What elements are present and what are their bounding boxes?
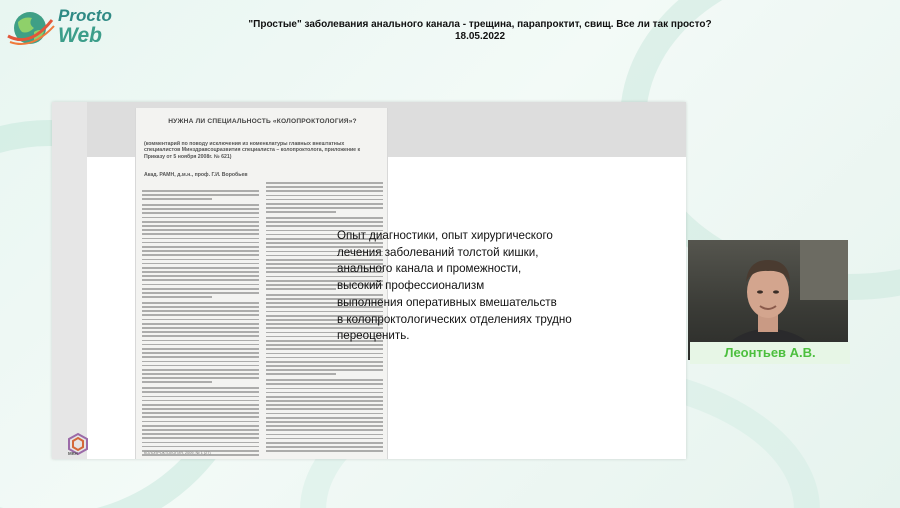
- slide-text-line: лечения заболеваний толстой кишки,: [337, 245, 539, 259]
- webinar-date: 18.05.2022: [454, 31, 506, 42]
- article-footer: КОЛОПРОКТОЛОГИЯ, 2009, № 1 (27): [144, 451, 211, 455]
- proctoweb-logo: [6, 4, 112, 50]
- webinar-header: [180, 19, 780, 43]
- article-column-left: [142, 190, 259, 442]
- speaker-name: Леонтьев А.В.: [724, 345, 816, 360]
- globe-icon: [6, 6, 56, 48]
- article-subtitle: (комментарий по поводу исключения из номенклатуры главных внештатных специалистов Минздравсоцразвития специалиста – колопроктолога, приложение к Приказу от 5 ноября 2008г. № 621): [144, 141, 361, 160]
- slide-body-text: [337, 228, 637, 345]
- slide-text-line: высокий профессионализм: [337, 279, 485, 293]
- brand-name-line2: Web: [58, 24, 102, 47]
- slide-text-line: выполнения оперативных вмешательств: [337, 295, 557, 309]
- webinar-title: "Простые" заболевания анального канала - трещина, парапроктит, свищ. Все ли так просто?: [248, 19, 712, 30]
- slide-text-line: Опыт диагностики, опыт хирургического: [337, 229, 553, 242]
- slide-side-strip: [52, 102, 87, 459]
- brand-name-line1: Procto: [58, 6, 112, 25]
- article-author: Акад. РАМН, д.м.н., проф. Г.И. Воробьев: [144, 172, 248, 178]
- slide-text-line: переоценить.: [337, 329, 410, 343]
- slide-text-line: анального канала и промежности,: [337, 262, 522, 276]
- slide-text-line: в колопроктологических отделениях трудно: [337, 312, 572, 326]
- article-title: НУЖНА ЛИ СПЕЦИАЛЬНОСТЬ «КОЛОПРОКТОЛОГИЯ»?: [168, 118, 357, 125]
- mkn-logo-text: МКН: [68, 451, 78, 456]
- presentation-slide: [52, 102, 686, 459]
